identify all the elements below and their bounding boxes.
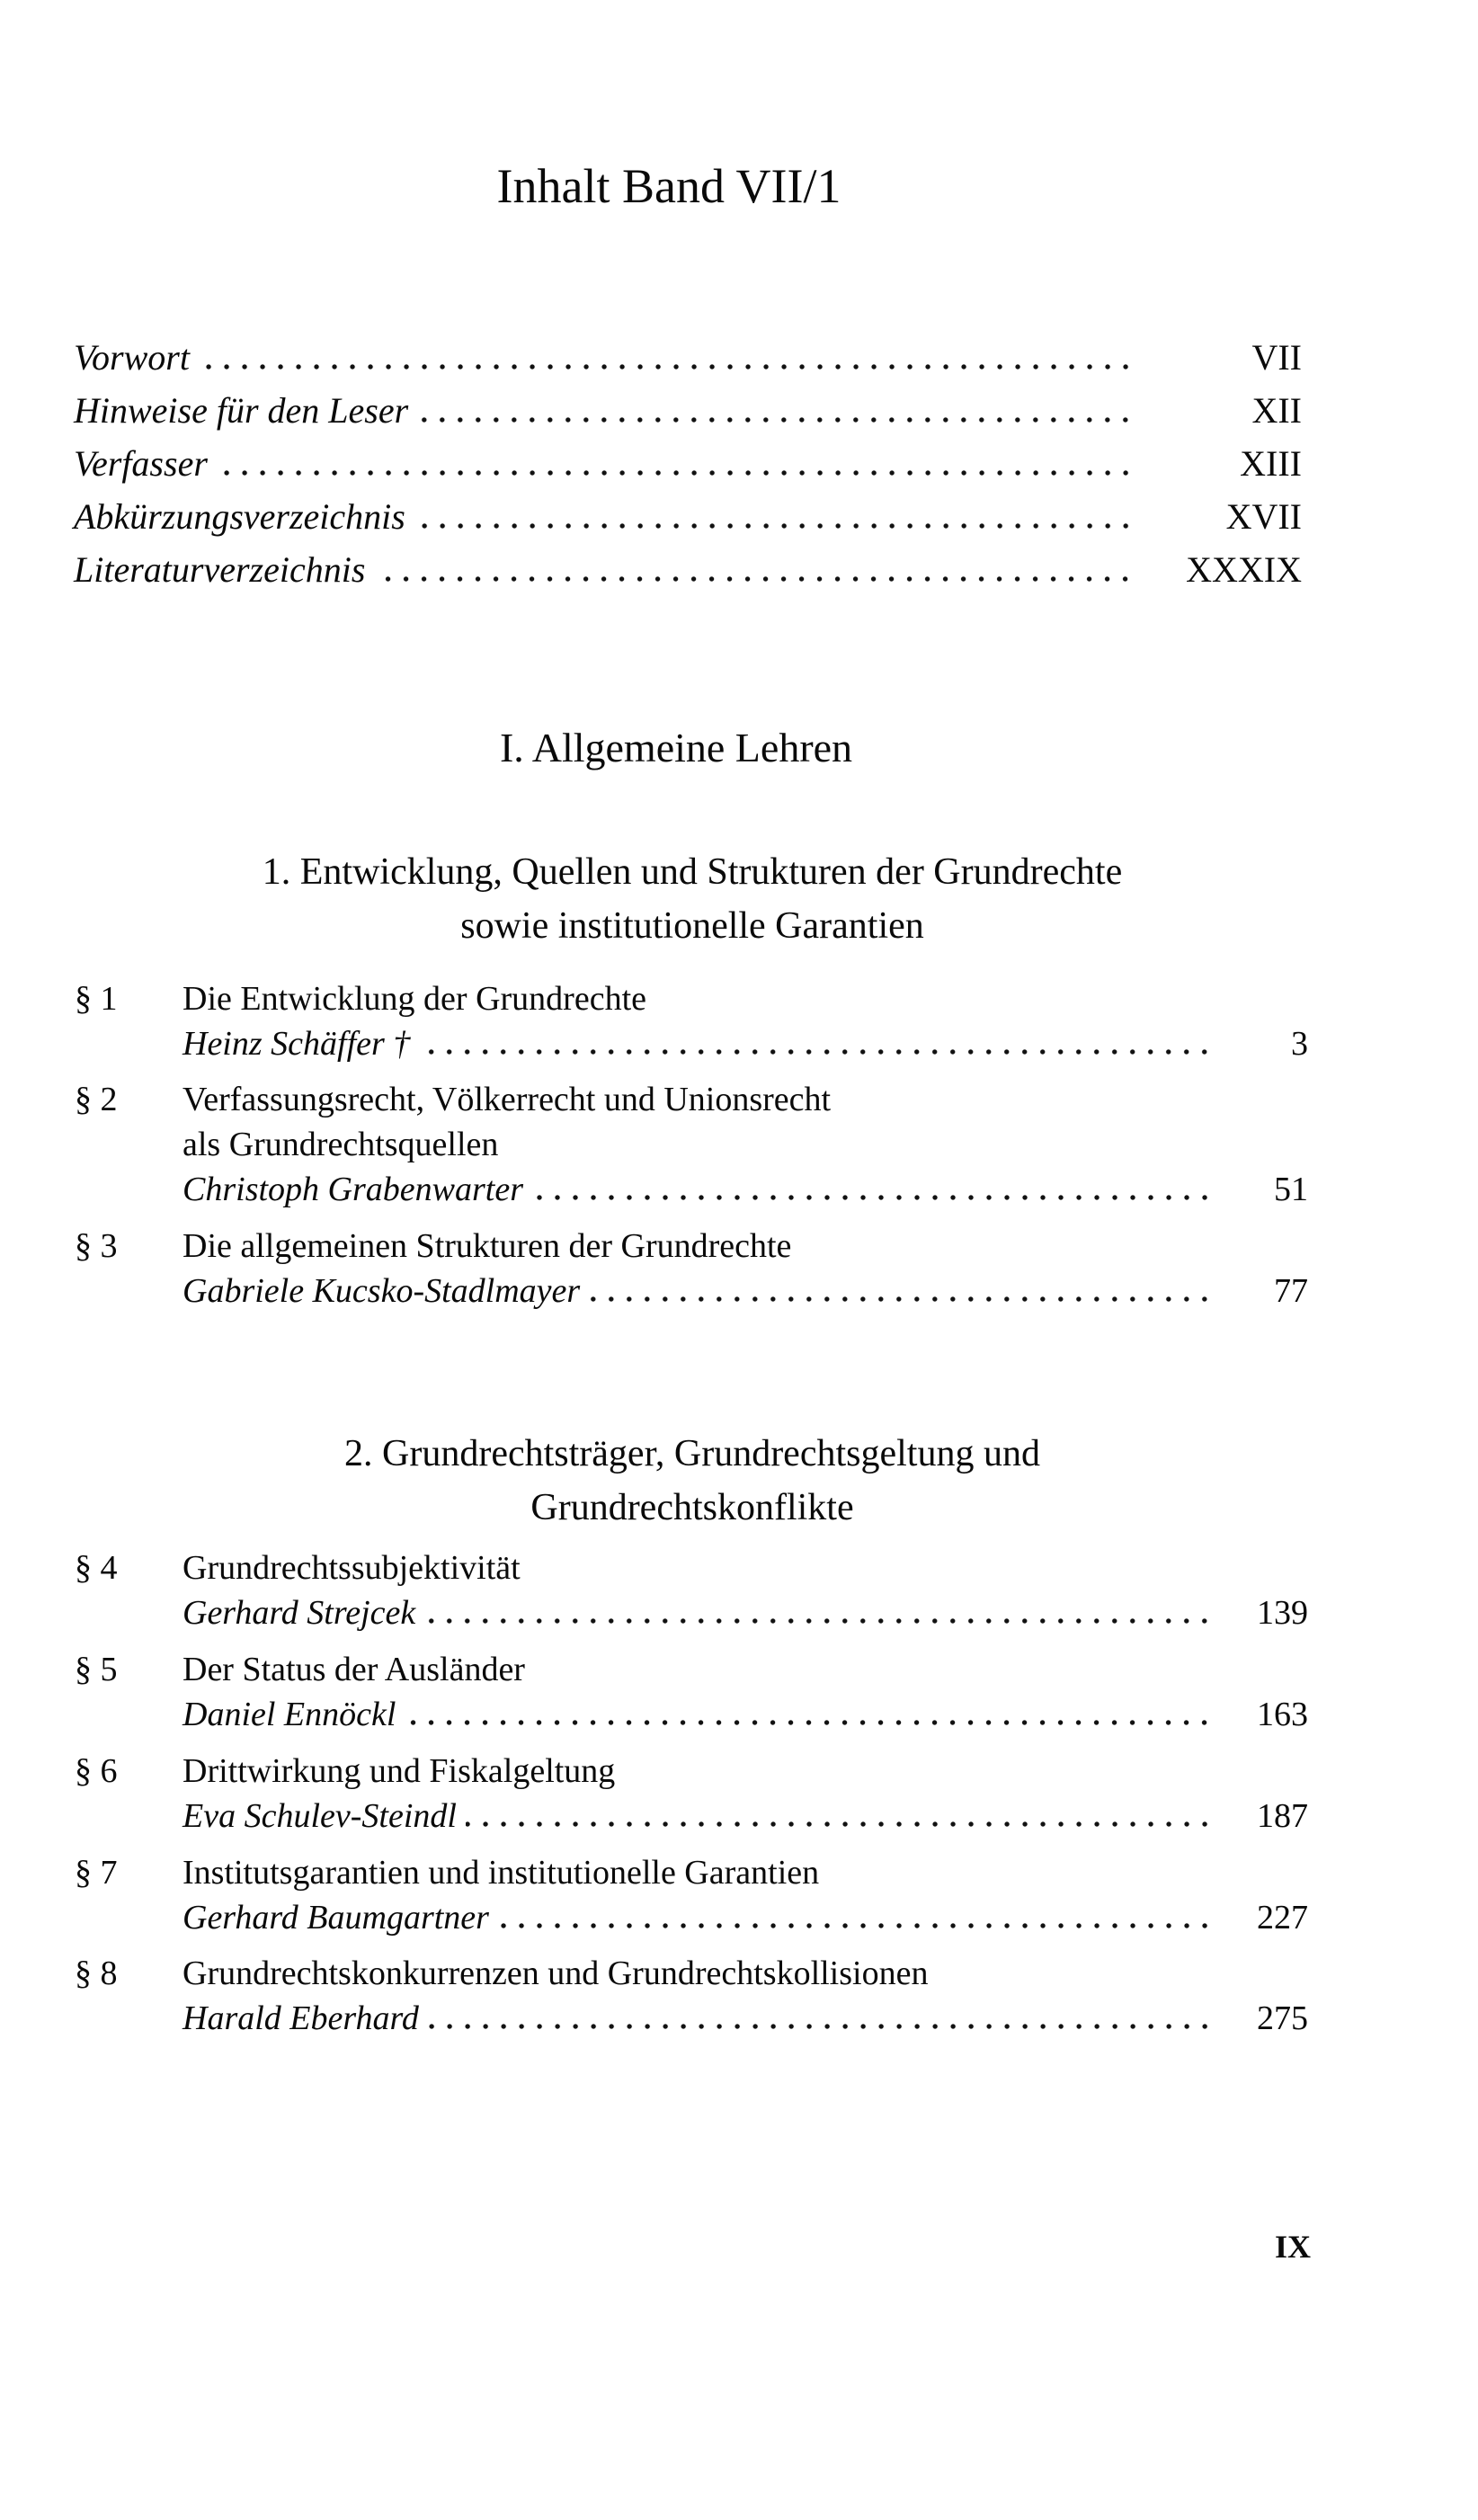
dot-leader [199, 363, 1135, 370]
dot-leader [405, 1719, 1214, 1726]
section-heading: Grundrechtskonflikte [530, 1487, 854, 1528]
toc-entry-8[interactable] [75, 1956, 928, 1990]
entry-author-row [183, 1799, 1308, 1833]
entry-page: 139 [1257, 1594, 1308, 1632]
dot-leader [217, 469, 1135, 476]
entry-title: Grundrechtssubjektivität [183, 1549, 521, 1587]
entry-title: Institutsgarantien und institutionelle Garantien [183, 1854, 820, 1892]
entry-title: Verfassungsrecht, Völkerrecht und Unionsrecht [183, 1081, 832, 1118]
entry-author-row [183, 1274, 1308, 1308]
toc-entry-6[interactable] [75, 1754, 615, 1788]
entry-author-row [183, 1697, 1308, 1732]
entry-page: 227 [1257, 1899, 1308, 1937]
dot-leader [532, 1194, 1214, 1201]
dot-leader [466, 1821, 1214, 1828]
section-number: § 3 [75, 1227, 118, 1265]
section-number: § 8 [75, 1955, 118, 1992]
entry-author: Heinz Schäffer † [183, 1025, 411, 1063]
page-number: IX [1274, 2229, 1311, 2265]
section-heading: sowie institutionelle Garantien [460, 905, 924, 947]
entry-author: Christoph Grabenwarter [183, 1171, 523, 1208]
entry-page: 187 [1257, 1797, 1308, 1835]
entry-page: 275 [1257, 1999, 1308, 2037]
toc-item-vorwort[interactable] [74, 337, 1302, 378]
entry-page: 3 [1291, 1025, 1308, 1063]
entry-author: Gerhard Baumgartner [183, 1899, 489, 1937]
entry-author-row [183, 1172, 1308, 1207]
section-number: § 2 [75, 1081, 118, 1118]
toc-entry-5[interactable] [75, 1652, 525, 1687]
dot-leader [417, 416, 1135, 423]
toc-item-label: Hinweise für den Leser [74, 390, 409, 431]
section-number: § 5 [75, 1651, 118, 1688]
toc-item-abkuerzungsverzeichnis[interactable] [74, 496, 1302, 537]
section-heading: 1. Entwicklung, Quellen und Strukturen der Grundrechte [262, 851, 1123, 893]
toc-item-page: VII [1251, 337, 1302, 378]
toc-entry-1[interactable] [75, 982, 646, 1016]
entry-page: 163 [1257, 1696, 1308, 1733]
entry-author: Harald Eberhard [183, 1999, 419, 2037]
toc-entry-4[interactable] [75, 1551, 521, 1585]
toc-entry-3[interactable] [75, 1229, 791, 1263]
toc-item-label: Verfasser [74, 443, 208, 484]
entry-author-row [183, 1901, 1308, 1935]
section-number: § 7 [75, 1854, 118, 1892]
entry-author: Gerhard Strejcek [183, 1594, 416, 1632]
entry-title: Die allgemeinen Strukturen der Grundrechte [183, 1227, 792, 1265]
entry-title: Drittwirkung und Fiskalgeltung [183, 1752, 616, 1790]
toc-item-verfasser[interactable] [74, 443, 1302, 484]
dot-leader [419, 1048, 1214, 1055]
entry-title: Der Status der Ausländer [183, 1651, 525, 1688]
dot-leader [428, 2023, 1214, 2030]
entry-author-row [183, 1027, 1308, 1061]
dot-leader [374, 575, 1135, 583]
entry-author-row [183, 2001, 1308, 2035]
part-heading: I. Allgemeine Lehren [499, 725, 853, 770]
section-number: § 1 [75, 980, 118, 1018]
toc-item-page: XVII [1225, 496, 1302, 537]
dot-leader [424, 1617, 1214, 1625]
entry-page: 51 [1274, 1171, 1308, 1208]
toc-item-label: Vorwort [74, 337, 190, 378]
toc-item-page: XIII [1240, 443, 1302, 484]
entry-author: Daniel Ennöckl [183, 1696, 396, 1733]
dot-leader [589, 1296, 1214, 1303]
page-title: Inhalt Band VII/1 [496, 159, 841, 213]
toc-item-literaturverzeichnis[interactable] [74, 549, 1302, 590]
toc-item-label: Literaturverzeichnis [74, 549, 366, 590]
entry-title: Die Entwicklung der Grundrechte [183, 980, 646, 1018]
section-number: § 4 [75, 1549, 118, 1587]
toc-entry-2[interactable] [75, 1082, 831, 1117]
entry-title-continued: als Grundrechtsquellen [183, 1126, 499, 1163]
toc-item-page: XII [1251, 390, 1302, 431]
toc-item-hinweise[interactable] [74, 390, 1302, 431]
dot-leader [498, 1922, 1214, 1929]
entry-author: Eva Schulev-Steindl [183, 1797, 457, 1835]
entry-title: Grundrechtskonkurrenzen und Grundrechtskollisionen [183, 1955, 929, 1992]
section-number: § 6 [75, 1752, 118, 1790]
toc-item-page: XXXIX [1186, 549, 1302, 590]
section-heading: 2. Grundrechtsträger, Grundrechtsgeltung und [344, 1433, 1040, 1474]
dot-leader [414, 522, 1135, 530]
entry-author-row [183, 1596, 1308, 1630]
entry-page: 77 [1274, 1272, 1308, 1310]
entry-author: Gabriele Kucsko-Stadlmayer [183, 1272, 581, 1310]
toc-entry-7[interactable] [75, 1856, 819, 1890]
toc-item-label: Abkürzungsverzeichnis [74, 496, 405, 537]
